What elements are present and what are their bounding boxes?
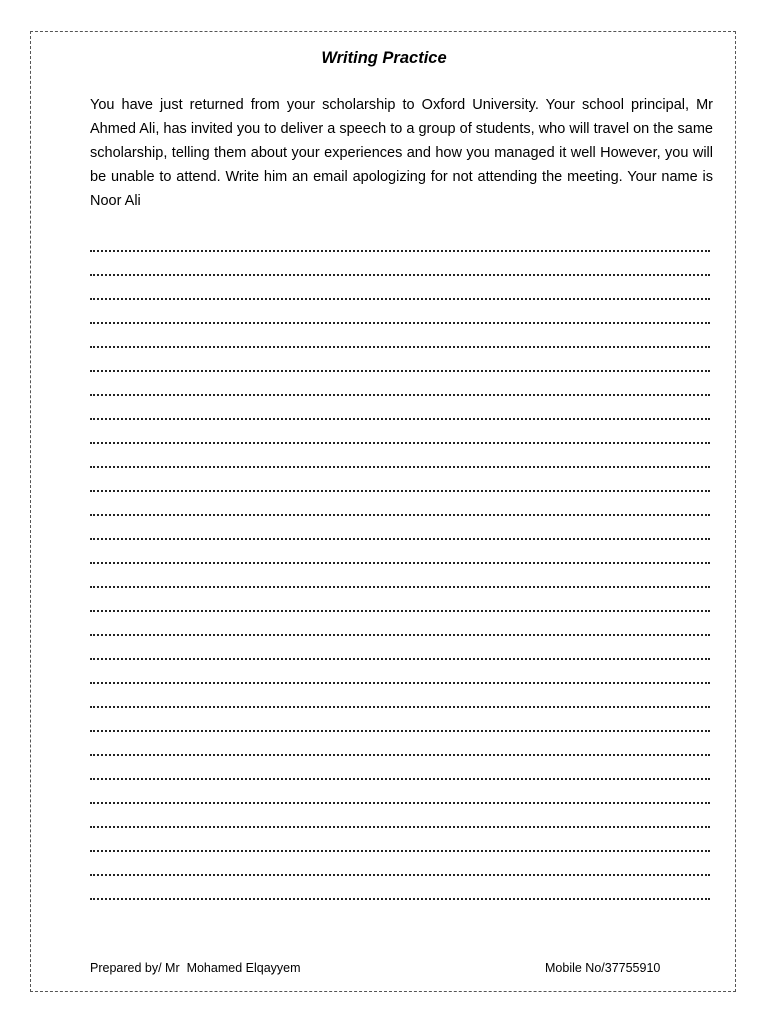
mobile-number-text: Mobile No/37755910 — [545, 961, 661, 975]
answer-line — [90, 300, 710, 324]
answer-line — [90, 276, 710, 300]
answer-line — [90, 636, 710, 660]
writing-prompt: You have just returned from your scholarship to Oxford University. Your school principal, Mr Ahmed Ali, has invited you to deliver a speech to a group of students, who will travel on the same scholarship, telling them about your experiences and how you managed it well However, you will be unable to attend. Write him an email apologizing for not attending the meeting. Your name is Noor Ali — [90, 97, 713, 209]
answer-line — [90, 564, 710, 588]
answer-line — [90, 780, 710, 804]
answer-line — [90, 660, 710, 684]
answer-lines — [90, 228, 710, 900]
answer-line — [90, 516, 710, 540]
answer-line — [90, 708, 710, 732]
answer-line — [90, 372, 710, 396]
answer-line — [90, 420, 710, 444]
answer-line — [90, 228, 710, 252]
prepared-by-text: Prepared by/ Mr Mohamed Elqayyem — [90, 961, 301, 975]
answer-line — [90, 396, 710, 420]
answer-line — [90, 324, 710, 348]
answer-line — [90, 756, 710, 780]
answer-line — [90, 612, 710, 636]
answer-line — [90, 804, 710, 828]
answer-line — [90, 732, 710, 756]
answer-line — [90, 852, 710, 876]
answer-line — [90, 684, 710, 708]
answer-line — [90, 252, 710, 276]
answer-line — [90, 876, 710, 900]
answer-line — [90, 588, 710, 612]
answer-line — [90, 540, 710, 564]
answer-line — [90, 468, 710, 492]
answer-line — [90, 348, 710, 372]
page-title: Writing Practice — [321, 49, 447, 67]
answer-line — [90, 828, 710, 852]
answer-line — [90, 444, 710, 468]
answer-line — [90, 492, 710, 516]
